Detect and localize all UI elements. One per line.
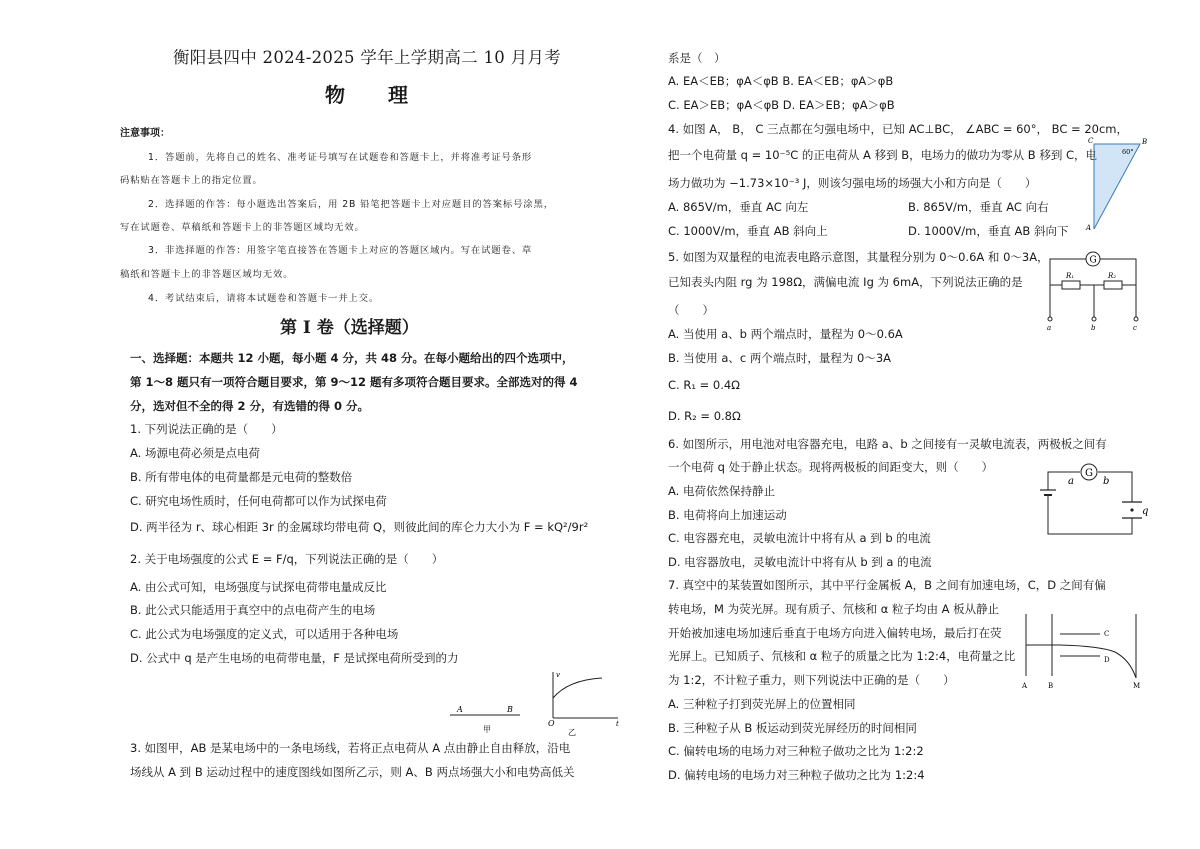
- q6-a-label: a: [1068, 476, 1074, 487]
- note-line: 稿纸和答题卡上的非答题区域均无效。: [120, 269, 294, 280]
- q7-a-label: A: [1022, 682, 1028, 690]
- note-line: 3．非选择题的作答：用签字笔直接答在答题卡上对应的答题区域内。写在试题卷、草: [148, 245, 533, 256]
- q3-label-a: A: [457, 705, 463, 714]
- note-line: 1．答题前，先将自己的姓名、准考证号填写在试题卷和答题卡上，并将准考证号条形: [148, 152, 533, 163]
- note-line: 写在试题卷、草稿纸和答题卡上的非答题区域均无效。: [120, 222, 365, 233]
- q4-label-b: B: [1142, 138, 1148, 146]
- q4-figure: [1084, 134, 1154, 232]
- q1-option-d: D. 两半径为 r、球心相距 3r 的金属球均带电荷 Q，则彼此间的库仑力大小为 F = kQ²/9r²: [130, 520, 589, 534]
- q5-r2-label: R₂: [1108, 272, 1117, 280]
- wire: [1048, 495, 1132, 534]
- note-line: 码粘贴在答题卡上的指定位置。: [120, 175, 263, 186]
- q7-option-c: C. 偏转电场的电场力对三种粒子做功之比为 1:2:2: [668, 744, 924, 758]
- charge-dot: [1130, 508, 1133, 511]
- q5-a-label: a: [1047, 324, 1052, 332]
- q3-fig-jia: 甲: [483, 725, 491, 734]
- q4-label-c: C: [1088, 137, 1094, 145]
- q5-g-label: G: [1089, 255, 1097, 266]
- q3-stem: 场线从 A 到 B 运动过程中的速度图线如图所乙示，则 A、B 两点场强大小和电势高低关: [130, 765, 575, 779]
- q2-stem: 2. 关于电场强度的公式 E = F/q，下列说法正确的是（ ）: [130, 552, 444, 566]
- terminal-b: [1092, 317, 1096, 321]
- q7-m-label: M: [1133, 682, 1141, 690]
- exam-title: 衡阳县四中 2024-2025 学年上学期高二 10 月月考: [173, 48, 562, 67]
- q4-stem: 把一个电荷量 q = 10⁻⁵C 的正电荷从 A 移到 B，电场力的做功为零从 B 移到 C，电: [668, 148, 1098, 162]
- note-line: 4．考试结束后，请将本试题卷和答题卡一并上交。: [148, 293, 380, 304]
- q4-option-d: D. 1000V/m，垂直 AB 斜向下: [908, 224, 1069, 238]
- q6-option-b: B. 电荷将向上加速运动: [668, 508, 787, 522]
- q4-option-b: B. 865V/m，垂直 AC 向右: [908, 200, 1049, 214]
- q3-label-o: O: [548, 719, 555, 728]
- particle-trajectory: [1052, 645, 1136, 678]
- q3-label-t: t: [616, 720, 619, 728]
- q5-r1-label: R₁: [1066, 272, 1075, 280]
- notes-heading: 注意事项：: [120, 128, 170, 139]
- q4-stem: 4. 如图 A， B， C 三点都在匀强电场中，已知 AC⊥BC， ∠ABC = 60°， BC = 20cm，: [668, 122, 1128, 136]
- q6-stem: 一个电荷 q 处于静止状态。现将两极板的间距变大，则（ ）: [668, 460, 994, 474]
- q5-stem: 5. 如图为双量程的电流表电路示意图，其量程分别为 0～0.6A 和 0～3A，: [668, 250, 1049, 264]
- q4-label-a: A: [1086, 224, 1092, 232]
- q7-d-label: D: [1104, 656, 1110, 664]
- q1-option-c: C. 研究电场性质时，任何电荷都可以作为试探电荷: [130, 494, 387, 508]
- q3-stem: 3. 如图甲，AB 是某电场中的一条电场线，若将正点电荷从 A 点由静止自由释放，沿电: [130, 741, 571, 755]
- q3-options: C. EA＞EB；φA＜φB D. EA＞EB；φA＞φB: [668, 98, 895, 112]
- q7-c-label: C: [1104, 630, 1110, 638]
- q1-option-a: A. 场源电荷必须是点电荷: [130, 446, 260, 460]
- q7-stem: 开始被加速电场加速后垂直于电场方向进入偏转电场，最后打在荧: [668, 626, 1002, 640]
- q5-stem: （ ）: [668, 303, 714, 317]
- wire: [1048, 472, 1080, 490]
- velocity-curve: [553, 678, 602, 698]
- q3-figure: [450, 668, 622, 740]
- q7-b-label: B: [1048, 682, 1054, 690]
- q5-option-d: D. R₂ = 0.8Ω: [668, 409, 741, 423]
- q5-option-a: A. 当使用 a、b 两个端点时，量程为 0～0.6A: [668, 327, 903, 341]
- q7-stem: 光屏上。已知质子、氘核和 α 粒子的质量之比为 1:2:4，电荷量之比: [668, 649, 1016, 663]
- q7-option-b: B. 三种粒子从 B 板运动到荧光屏经历的时间相同: [668, 721, 917, 735]
- q3-fig-yi: 乙: [568, 728, 576, 737]
- q3-stem: 系是（ ）: [668, 51, 726, 65]
- q7-option-d: D. 偏转电场的电场力对三种粒子做功之比为 1:2:4: [668, 768, 925, 782]
- q6-b-label: b: [1103, 476, 1110, 487]
- q2-option-a: A. 由公式可知，电场强度与试探电荷带电量成反比: [130, 580, 387, 594]
- q6-option-d: D. 电容器放电，灵敏电流计中将有从 b 到 a 的电流: [668, 555, 932, 569]
- q5-option-b: B. 当使用 a、c 两个端点时，量程为 0～3A: [668, 351, 892, 365]
- subject-title: 物 理: [325, 83, 426, 107]
- q4-option-a: A. 865V/m，垂直 AC 向左: [668, 200, 809, 214]
- resistor-r1: [1062, 281, 1080, 289]
- q3-options: A. EA＜EB；φA＜φB B. EA＜EB；φA＞φB: [668, 74, 894, 88]
- resistor-r2: [1104, 281, 1122, 289]
- note-line: 2．选择题的作答：每小题选出答案后，用 2B 铅笔把答题卡上对应题目的答案标号涂黑，: [148, 199, 554, 210]
- q1-option-b: B. 所有带电体的电荷量都是元电荷的整数倍: [130, 470, 353, 484]
- q5-circuit: [1044, 249, 1148, 333]
- mask: [1020, 612, 1030, 674]
- q7-apparatus: [1020, 612, 1150, 692]
- q6-option-c: C. 电容器充电，灵敏电流计中将有从 a 到 b 的电流: [668, 531, 931, 545]
- terminal-c: [1134, 317, 1138, 321]
- q7-stem: 为 1:2，不计粒子重力，则下列说法中正确的是（ ）: [668, 673, 955, 687]
- q6-g-label: G: [1085, 468, 1093, 479]
- q6-circuit: [1038, 460, 1150, 542]
- q2-option-d: D. 公式中 q 是产生电场的电荷带电量，F 是试探电荷所受到的力: [130, 651, 459, 665]
- q4-angle-label: 60°: [1122, 148, 1134, 156]
- section-instructions: 第 1～8 题只有一项符合题目要求，第 9～12 题有多项符合题目要求。全部选对的得 4: [130, 375, 578, 389]
- q5-b-label: b: [1091, 324, 1096, 332]
- section-instructions: 分，选对但不全的得 2 分，有选错的得 0 分。: [130, 399, 370, 413]
- q2-option-b: B. 此公式只能适用于真空中的点电荷产生的电场: [130, 603, 376, 617]
- terminal-a: [1048, 317, 1052, 321]
- q2-option-c: C. 此公式为电场强度的定义式，可以适用于各种电场: [130, 627, 399, 641]
- q3-label-v: v: [556, 671, 560, 679]
- q4-stem: 场力做功为 −1.73×10⁻³ J，则该匀强电场的场强大小和方向是（ ）: [668, 176, 1037, 190]
- q5-option-c: C. R₁ = 0.4Ω: [668, 378, 740, 392]
- q7-stem: 转电场，M 为荧光屏。现有质子、氘核和 α 粒子均由 A 板从静止: [668, 602, 1000, 616]
- q3-label-b: B: [507, 705, 513, 714]
- q6-q-label: q: [1142, 506, 1149, 517]
- q4-option-c: C. 1000V/m，垂直 AB 斜向上: [668, 224, 828, 238]
- q6-option-a: A. 电荷依然保持静止: [668, 484, 775, 498]
- section-title: 第 I 卷（选择题）: [280, 318, 419, 338]
- q7-stem: 7. 真空中的某装置如图所示，其中平行金属板 A，B 之间有加速电场，C，D 之间有偏: [668, 578, 1106, 592]
- q1-stem: 1. 下列说法正确的是（ ）: [130, 422, 283, 436]
- section-instructions: 一、选择题：本题共 12 小题，每小题 4 分，共 48 分。在每小题给出的四个选项中，: [130, 351, 574, 365]
- q6-stem: 6. 如图所示，用电池对电容器充电，电路 a、b 之间接有一灵敏电流表，两极板之间有: [668, 437, 1107, 451]
- q5-c-label: c: [1133, 324, 1137, 332]
- q5-stem: 已知表头内阻 rg 为 198Ω，满偏电流 Ig 为 6mA，下列说法正确的是: [668, 275, 1023, 289]
- triangle-abc: [1094, 144, 1140, 229]
- q7-option-a: A. 三种粒子打到荧光屏上的位置相同: [668, 697, 856, 711]
